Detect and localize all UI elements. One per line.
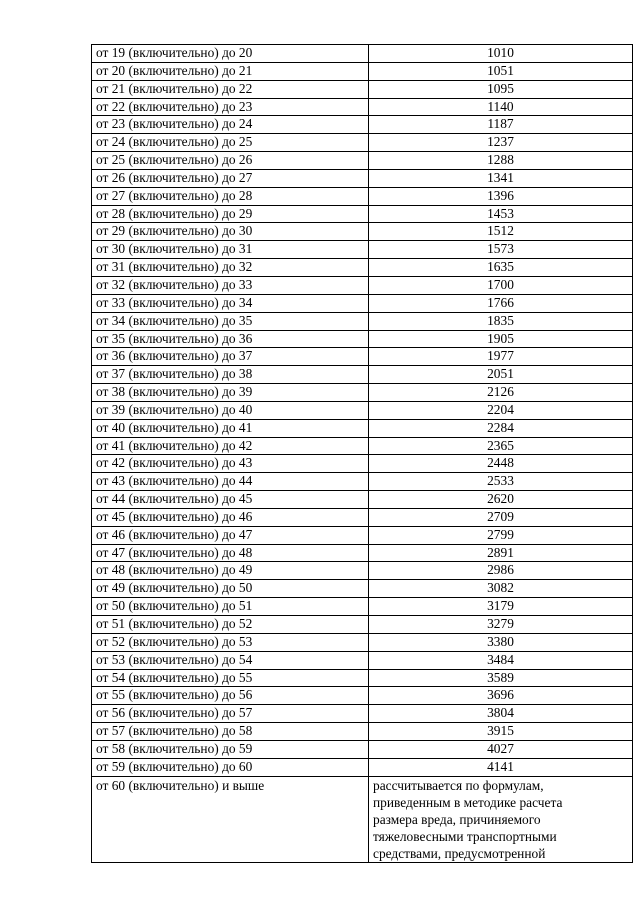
value-cell: 2448 bbox=[369, 455, 633, 473]
table-row bbox=[92, 651, 633, 669]
table-row bbox=[92, 669, 633, 687]
table-row bbox=[92, 473, 633, 491]
range-cell: от 19 (включительно) до 20 bbox=[92, 45, 369, 63]
value-cell: 2799 bbox=[369, 526, 633, 544]
range-cell: от 59 (включительно) до 60 bbox=[92, 758, 369, 776]
value-cell: 3279 bbox=[369, 616, 633, 634]
table-row bbox=[92, 580, 633, 598]
range-cell: от 29 (включительно) до 30 bbox=[92, 223, 369, 241]
value-cell: 1573 bbox=[369, 241, 633, 259]
value-cell: 2533 bbox=[369, 473, 633, 491]
value-cell: 3380 bbox=[369, 633, 633, 651]
table-row bbox=[92, 598, 633, 616]
value-cell: 3484 bbox=[369, 651, 633, 669]
table-row bbox=[92, 723, 633, 741]
value-cell: 1140 bbox=[369, 98, 633, 116]
range-cell: от 51 (включительно) до 52 bbox=[92, 616, 369, 634]
range-cell: от 26 (включительно) до 27 bbox=[92, 169, 369, 187]
value-cell: 1453 bbox=[369, 205, 633, 223]
range-cell: от 30 (включительно) до 31 bbox=[92, 241, 369, 259]
range-cell: от 56 (включительно) до 57 bbox=[92, 705, 369, 723]
range-cell: от 20 (включительно) до 21 bbox=[92, 62, 369, 80]
range-cell: от 21 (включительно) до 22 bbox=[92, 80, 369, 98]
table-row bbox=[92, 294, 633, 312]
table-row bbox=[92, 116, 633, 134]
table-body bbox=[92, 45, 633, 863]
table-row bbox=[92, 187, 633, 205]
range-cell: от 32 (включительно) до 33 bbox=[92, 276, 369, 294]
table-row bbox=[92, 330, 633, 348]
range-cell: от 22 (включительно) до 23 bbox=[92, 98, 369, 116]
table-row bbox=[92, 508, 633, 526]
value-cell: 4027 bbox=[369, 740, 633, 758]
range-cell: от 35 (включительно) до 36 bbox=[92, 330, 369, 348]
range-cell: от 24 (включительно) до 25 bbox=[92, 134, 369, 152]
table-row bbox=[92, 312, 633, 330]
range-cell: от 36 (включительно) до 37 bbox=[92, 348, 369, 366]
table-row bbox=[92, 633, 633, 651]
value-cell: 1700 bbox=[369, 276, 633, 294]
range-cell: от 46 (включительно) до 47 bbox=[92, 526, 369, 544]
value-cell: 3179 bbox=[369, 598, 633, 616]
range-cell: от 57 (включительно) до 58 bbox=[92, 723, 369, 741]
table-row bbox=[92, 241, 633, 259]
table-row bbox=[92, 80, 633, 98]
value-cell: 1396 bbox=[369, 187, 633, 205]
table-row bbox=[92, 740, 633, 758]
value-cell: 4141 bbox=[369, 758, 633, 776]
range-cell: от 43 (включительно) до 44 bbox=[92, 473, 369, 491]
value-cell: 1635 bbox=[369, 259, 633, 277]
value-cell: 1288 bbox=[369, 152, 633, 170]
table-row bbox=[92, 419, 633, 437]
range-cell: от 45 (включительно) до 46 bbox=[92, 508, 369, 526]
value-cell: 1977 bbox=[369, 348, 633, 366]
value-cell: 2620 bbox=[369, 491, 633, 509]
value-cell: 1766 bbox=[369, 294, 633, 312]
value-cell: 2051 bbox=[369, 366, 633, 384]
range-cell: от 47 (включительно) до 48 bbox=[92, 544, 369, 562]
range-cell: от 42 (включительно) до 43 bbox=[92, 455, 369, 473]
value-cell: 1835 bbox=[369, 312, 633, 330]
value-cell: 3082 bbox=[369, 580, 633, 598]
table-row bbox=[92, 687, 633, 705]
value-cell: 2365 bbox=[369, 437, 633, 455]
table-row bbox=[92, 526, 633, 544]
table-row bbox=[92, 223, 633, 241]
table-row bbox=[92, 134, 633, 152]
table-row bbox=[92, 562, 633, 580]
range-cell: от 58 (включительно) до 59 bbox=[92, 740, 369, 758]
value-cell: 1905 bbox=[369, 330, 633, 348]
range-cell: от 38 (включительно) до 39 bbox=[92, 384, 369, 402]
range-cell: от 60 (включительно) и выше bbox=[92, 776, 369, 862]
tariff-table bbox=[91, 44, 633, 863]
value-cell: 1010 bbox=[369, 45, 633, 63]
range-cell: от 39 (включительно) до 40 bbox=[92, 401, 369, 419]
value-cell: 2204 bbox=[369, 401, 633, 419]
range-cell: от 48 (включительно) до 49 bbox=[92, 562, 369, 580]
range-cell: от 31 (включительно) до 32 bbox=[92, 259, 369, 277]
table-row bbox=[92, 437, 633, 455]
table-row bbox=[92, 205, 633, 223]
range-cell: от 28 (включительно) до 29 bbox=[92, 205, 369, 223]
note-cell: рассчитывается по формулам, приведенным в методике расчета размера вреда, причиняемого тяжеловесными транспортными средствами, предусмотренной bbox=[369, 776, 633, 862]
value-cell: 1095 bbox=[369, 80, 633, 98]
table-row bbox=[92, 401, 633, 419]
table-row bbox=[92, 758, 633, 776]
table-row bbox=[92, 491, 633, 509]
table-row bbox=[92, 98, 633, 116]
range-cell: от 25 (включительно) до 26 bbox=[92, 152, 369, 170]
table-row bbox=[92, 616, 633, 634]
value-cell: 3696 bbox=[369, 687, 633, 705]
value-cell: 2709 bbox=[369, 508, 633, 526]
value-cell: 2126 bbox=[369, 384, 633, 402]
table-row bbox=[92, 544, 633, 562]
table-row-last bbox=[92, 776, 633, 862]
range-cell: от 55 (включительно) до 56 bbox=[92, 687, 369, 705]
value-cell: 3589 bbox=[369, 669, 633, 687]
table-row bbox=[92, 45, 633, 63]
table-row bbox=[92, 348, 633, 366]
range-cell: от 54 (включительно) до 55 bbox=[92, 669, 369, 687]
value-cell: 1341 bbox=[369, 169, 633, 187]
value-cell: 1187 bbox=[369, 116, 633, 134]
range-cell: от 34 (включительно) до 35 bbox=[92, 312, 369, 330]
range-cell: от 50 (включительно) до 51 bbox=[92, 598, 369, 616]
value-cell: 3804 bbox=[369, 705, 633, 723]
table-row bbox=[92, 366, 633, 384]
value-cell: 1512 bbox=[369, 223, 633, 241]
value-cell: 1051 bbox=[369, 62, 633, 80]
range-cell: от 33 (включительно) до 34 bbox=[92, 294, 369, 312]
table-row bbox=[92, 705, 633, 723]
range-cell: от 23 (включительно) до 24 bbox=[92, 116, 369, 134]
range-cell: от 41 (включительно) до 42 bbox=[92, 437, 369, 455]
range-cell: от 52 (включительно) до 53 bbox=[92, 633, 369, 651]
table-row bbox=[92, 276, 633, 294]
value-cell: 2891 bbox=[369, 544, 633, 562]
value-cell: 2986 bbox=[369, 562, 633, 580]
table-row bbox=[92, 259, 633, 277]
table-row bbox=[92, 62, 633, 80]
range-cell: от 53 (включительно) до 54 bbox=[92, 651, 369, 669]
value-cell: 1237 bbox=[369, 134, 633, 152]
table-row bbox=[92, 384, 633, 402]
range-cell: от 40 (включительно) до 41 bbox=[92, 419, 369, 437]
table-row bbox=[92, 455, 633, 473]
table-row bbox=[92, 169, 633, 187]
range-cell: от 49 (включительно) до 50 bbox=[92, 580, 369, 598]
table-row bbox=[92, 152, 633, 170]
value-cell: 2284 bbox=[369, 419, 633, 437]
range-cell: от 27 (включительно) до 28 bbox=[92, 187, 369, 205]
value-cell: 3915 bbox=[369, 723, 633, 741]
range-cell: от 44 (включительно) до 45 bbox=[92, 491, 369, 509]
range-cell: от 37 (включительно) до 38 bbox=[92, 366, 369, 384]
